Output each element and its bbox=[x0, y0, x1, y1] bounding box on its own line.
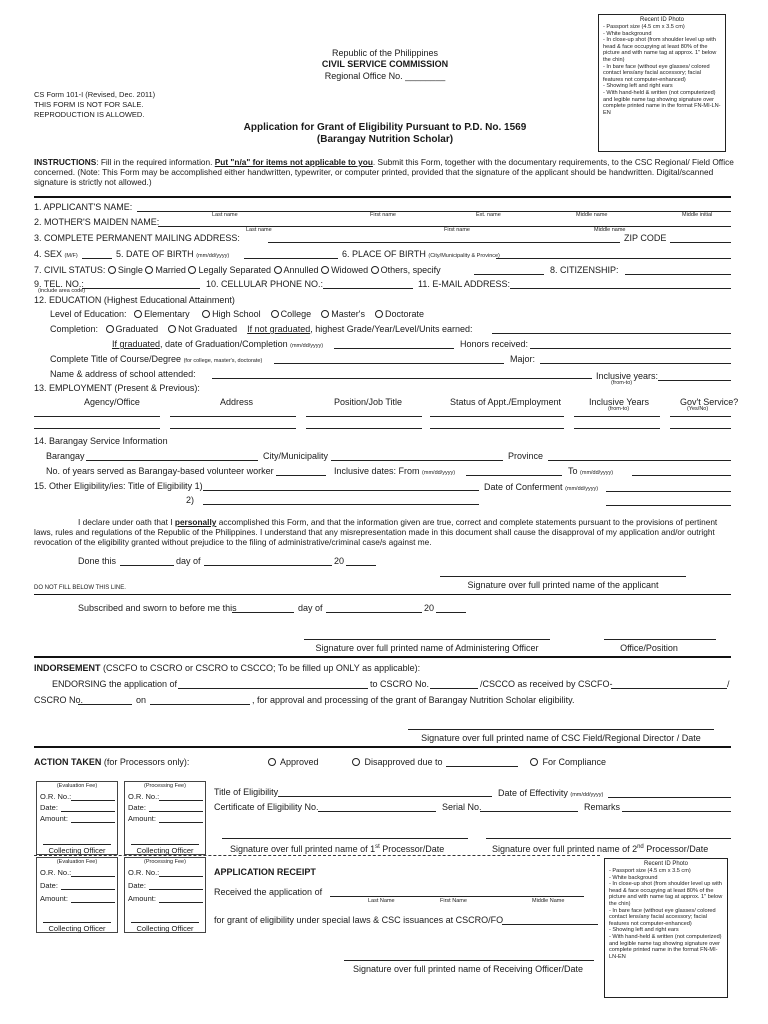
course-hint: (for college, master's, doctorate) bbox=[183, 358, 263, 364]
employment-label: 13. EMPLOYMENT (Present & Previous): bbox=[34, 383, 200, 393]
office-position-label: Office/Position bbox=[620, 643, 678, 653]
tel-line[interactable] bbox=[82, 288, 200, 289]
email-line[interactable] bbox=[510, 288, 731, 289]
cscfo-line[interactable] bbox=[611, 688, 727, 689]
inclusive-from-hint: (mm/dd/yyyy) bbox=[422, 470, 456, 476]
proc-or-label-2: O.R. No.: bbox=[128, 868, 160, 877]
admin-signature-line[interactable] bbox=[304, 639, 550, 640]
name-part-middle: Middle name bbox=[576, 212, 608, 218]
instructions-text-2: . Submit this Form, together with the documentary requirements, to the CSC Regional/ Field Office concerned. (Note: This Form may be accomplished either handwritten, typewriter, or computer printed, provided that the signature of the applicant should be handwritten. Digital/scanned signature is strictly not allowed.) bbox=[34, 157, 734, 187]
indorsement-label: INDORSEMENT bbox=[34, 663, 101, 673]
inclusive-years-hint: (from-to) bbox=[611, 380, 633, 386]
emp-row1-agency[interactable] bbox=[34, 416, 160, 417]
eval-date-label: Date: bbox=[40, 803, 58, 812]
radio-icon bbox=[168, 325, 176, 333]
director-signature-label: Signature over full printed name of CSC Field/Regional Director / Date bbox=[421, 733, 701, 743]
dob-text: 5. DATE OF BIRTH bbox=[116, 249, 194, 259]
receipt-received-label: Received the application of bbox=[214, 887, 323, 897]
photo-box-top bbox=[598, 14, 726, 152]
photo-req-4: - In bare face (without eye glasses/ colored contact lens/any facial accessory; facial features not computer-enhanced) bbox=[603, 63, 710, 83]
approval-text: , for approval and processing of the grant of Barangay Nutrition Scholar eligibility. bbox=[252, 695, 575, 705]
units-earned-line[interactable] bbox=[492, 333, 731, 334]
emp-row1-govt[interactable] bbox=[670, 416, 731, 417]
date-effect-line[interactable] bbox=[608, 797, 731, 798]
proc-or-line[interactable] bbox=[159, 800, 203, 801]
cert-no-line[interactable] bbox=[318, 811, 436, 812]
tel-hint: (include area code) bbox=[38, 288, 86, 294]
proc-date-label-2: Date: bbox=[128, 881, 146, 890]
commission-text: CIVIL SERVICE COMMISSION bbox=[321, 59, 449, 69]
proc-amount-line-2[interactable] bbox=[159, 902, 203, 903]
course-label: Complete Title of Course/Degree bbox=[50, 354, 182, 364]
other-elig-2-line[interactable] bbox=[203, 504, 479, 505]
receipt-title: APPLICATION RECEIPT bbox=[214, 867, 316, 877]
on-date-line[interactable] bbox=[150, 704, 250, 705]
course-row bbox=[50, 354, 262, 365]
school-line[interactable] bbox=[212, 378, 592, 379]
radio-icon bbox=[271, 310, 279, 318]
eval-date-line[interactable] bbox=[61, 811, 115, 812]
date-effect-row bbox=[498, 788, 603, 799]
title-elig-line[interactable] bbox=[278, 796, 492, 797]
barangay-label: Barangay bbox=[46, 451, 85, 461]
name-part-mi: Middle initial bbox=[682, 212, 713, 218]
mothers-part-middle: Middle name bbox=[594, 227, 626, 233]
photo-req-b5: - Showing left and right ears bbox=[609, 927, 679, 934]
radio-icon bbox=[108, 266, 116, 274]
admin-signature-label: Signature over full printed name of Administering Officer bbox=[315, 643, 539, 653]
sex-line[interactable] bbox=[82, 258, 112, 259]
action-hint: (for Processors only): bbox=[103, 757, 190, 767]
school-label: Name & address of school attended: bbox=[50, 369, 196, 379]
pob-label bbox=[342, 249, 500, 260]
second-processor-line[interactable] bbox=[486, 838, 731, 839]
tel-label: 9. TEL. NO.: bbox=[34, 279, 84, 289]
level-elementary[interactable]: Elementary bbox=[134, 309, 190, 319]
radio-icon bbox=[274, 266, 282, 274]
proc-fee-box-top bbox=[124, 781, 206, 855]
emp-row2-position[interactable] bbox=[306, 428, 422, 429]
years-served-line[interactable] bbox=[276, 475, 326, 476]
second-processor-label: Signature over full printed name of 2nd Processor/Date bbox=[492, 844, 709, 854]
proc-amount-label-2: Amount: bbox=[128, 894, 156, 903]
civil-status-row bbox=[34, 265, 441, 276]
city-line[interactable] bbox=[331, 460, 503, 461]
emp-row2-govt[interactable] bbox=[670, 428, 731, 429]
conferment-label: Date of Conferment bbox=[484, 482, 563, 492]
emp-col-status: Status of Appt./Employment bbox=[450, 397, 562, 407]
receipt-office-line[interactable] bbox=[502, 924, 598, 925]
conferment-2-line[interactable] bbox=[606, 505, 731, 506]
inclusive-from-line[interactable] bbox=[466, 475, 562, 476]
oath-post: accomplished this Form, and that the information given are true, correct and complete statements pursuant to the provisions of pertinent laws, rules and regulations of the Republic of the Philippines. I understand that any misrepresentation made in this document shall cause the disapproval of my application and/or outright revocation of the eligibility granted without prejudice to the filing of administrative/criminal case/s against me. bbox=[34, 517, 718, 547]
citizenship-line[interactable] bbox=[625, 274, 731, 275]
photo-req-5: - Showing left and right ears bbox=[603, 83, 673, 90]
eval-amount-label-2: Amount: bbox=[40, 894, 68, 903]
if-grad-row bbox=[112, 339, 323, 350]
pob-text: 6. PLACE OF BIRTH bbox=[342, 249, 426, 259]
proc-collector-line-2[interactable] bbox=[131, 922, 199, 923]
email-label: 11. E-MAIL ADDRESS: bbox=[418, 279, 511, 289]
radio-icon bbox=[268, 758, 276, 766]
eval-collector-line[interactable] bbox=[43, 844, 111, 845]
photo-req-2: - White background bbox=[603, 30, 652, 37]
emp-col-govt-hint: (Yes/No) bbox=[687, 406, 709, 412]
proc-fee-title-2: (Processing Fee) bbox=[144, 859, 186, 865]
name-part-last: Last name bbox=[212, 212, 238, 218]
cell-label: 10. CELLULAR PHONE NO.: bbox=[206, 279, 324, 289]
photo-req-1: - Passport size (4.5 cm x 3.5 cm) bbox=[603, 24, 685, 30]
major-label: Major: bbox=[510, 354, 536, 364]
radio-icon bbox=[321, 266, 329, 274]
eval-amount-line[interactable] bbox=[71, 822, 115, 823]
subscribed-day-of: day of bbox=[298, 603, 323, 613]
proc-collector-line[interactable] bbox=[131, 844, 199, 845]
if-not-grad-label: If not graduated bbox=[247, 324, 311, 334]
done-month-line[interactable] bbox=[204, 565, 332, 566]
course-line[interactable] bbox=[274, 363, 504, 364]
indorsement-desc: (CSCFO to CSCRO or CSCRO to CSCCO; To be filled up ONLY as applicable): bbox=[103, 663, 421, 673]
eval-date-line-2[interactable] bbox=[61, 889, 115, 890]
emp-row2-agency[interactable] bbox=[34, 428, 160, 429]
inclusive-to-line[interactable] bbox=[632, 475, 731, 476]
action-label: ACTION TAKEN bbox=[34, 757, 102, 767]
eval-or-label: O.R. No.: bbox=[40, 792, 72, 801]
years-served-label: No. of years served as Barangay-based volunteer worker bbox=[46, 466, 274, 476]
eval-or-label-2: O.R. No.: bbox=[40, 868, 72, 877]
emp-row2-years[interactable] bbox=[574, 428, 660, 429]
receipt-name-line[interactable] bbox=[330, 896, 584, 897]
instructions-block bbox=[34, 157, 734, 187]
date-effect-hint: (mm/dd/yyyy) bbox=[570, 792, 604, 798]
emp-col-agency: Agency/Office bbox=[84, 397, 140, 407]
emp-row1-address[interactable] bbox=[170, 416, 296, 417]
inclusive-dates-row bbox=[334, 466, 455, 477]
proc-date-line[interactable] bbox=[149, 811, 203, 812]
if-not-grad-rest: , highest Grade/Year/Level/Units earned: bbox=[310, 324, 473, 334]
major-line[interactable] bbox=[540, 363, 731, 364]
receipt-last-name: Last Name bbox=[368, 898, 395, 904]
republic-text: Republic of the Philippines bbox=[331, 48, 439, 58]
day-of-label: day of bbox=[176, 556, 201, 566]
divider-top bbox=[34, 196, 731, 198]
dob-label bbox=[116, 249, 229, 260]
cscro-no-line[interactable] bbox=[78, 704, 132, 705]
remarks-line[interactable] bbox=[622, 811, 731, 812]
if-grad-rest: , date of Graduation/Completion bbox=[160, 339, 288, 349]
instructions-label: INSTRUCTIONS bbox=[34, 157, 97, 167]
honors-label: Honors received: bbox=[460, 339, 529, 349]
proc-date-line-2[interactable] bbox=[149, 889, 203, 890]
subscribed-year-line[interactable] bbox=[436, 612, 466, 613]
eval-collecting-officer: Collecting Officer bbox=[48, 846, 106, 855]
applicant-name-label: 1. APPLICANT'S NAME: bbox=[34, 202, 133, 212]
province-line[interactable] bbox=[548, 460, 731, 461]
radio-icon bbox=[188, 266, 196, 274]
oath-emph: personally bbox=[174, 517, 217, 527]
eval-or-line[interactable] bbox=[71, 800, 115, 801]
pob-line[interactable] bbox=[496, 258, 731, 259]
conferment-row bbox=[484, 482, 598, 493]
education-label: 12. EDUCATION (Highest Educational Attainment) bbox=[34, 295, 235, 305]
level-masters[interactable]: Master's bbox=[321, 309, 365, 319]
civil-single[interactable]: Single bbox=[108, 265, 143, 275]
if-grad-label: If graduated bbox=[112, 339, 161, 349]
eval-collector-line-2[interactable] bbox=[43, 922, 111, 923]
photo-req-3: - In close-up shot (from shoulder level up with head & face occupying at least 80% of the picture and with name tag at approx. 1" below the chin) bbox=[603, 37, 717, 63]
action-divider bbox=[34, 746, 731, 748]
civil-status-label: 7. CIVIL STATUS: bbox=[34, 265, 106, 275]
eval-fee-title: (Evaluation Fee) bbox=[56, 783, 98, 789]
photo-req-b4: - In bare face (without eye glasses/ colored contact lens/any facial accessory; facial features not computer-enhanced) bbox=[609, 907, 716, 927]
inclusive-to-row bbox=[568, 466, 613, 477]
other-elig-label: 15. Other Eligibility/ies: Title of Eligibility 1) bbox=[34, 481, 203, 491]
radio-icon bbox=[202, 310, 210, 318]
action-disapproved[interactable]: Disapproved due to bbox=[352, 757, 443, 768]
oath-paragraph bbox=[34, 517, 731, 547]
done-year-line[interactable] bbox=[346, 565, 376, 566]
emp-col-years: Inclusive Years bbox=[589, 397, 650, 407]
action-approved[interactable]: Approved bbox=[268, 757, 319, 768]
province-label: Province bbox=[508, 451, 544, 461]
proc-or-line-2[interactable] bbox=[159, 876, 203, 877]
civil-annulled[interactable]: Annulled bbox=[274, 265, 319, 275]
radio-icon bbox=[352, 758, 360, 766]
emp-row2-status[interactable] bbox=[430, 428, 564, 429]
mothers-part-first: First name bbox=[444, 227, 470, 233]
subscribed-year-label: 20 bbox=[424, 603, 435, 613]
address-line[interactable] bbox=[268, 242, 620, 243]
citizenship-label: 8. CITIZENSHIP: bbox=[550, 265, 619, 275]
other-elig-2-label: 2) bbox=[186, 495, 195, 505]
inclusive-to-hint: (mm/dd/yyyy) bbox=[580, 470, 614, 476]
proc-fee-box-bottom bbox=[124, 857, 206, 933]
level-doctorate[interactable]: Doctorate bbox=[375, 309, 424, 319]
done-this-label: Done this bbox=[78, 556, 117, 566]
date-effect-label: Date of Effectivity bbox=[498, 788, 568, 798]
to-cscro-line[interactable] bbox=[430, 688, 478, 689]
proc-amount-label: Amount: bbox=[128, 814, 156, 823]
eval-fee-box-bottom bbox=[36, 857, 118, 933]
cert-no-label: Certificate of Eligibility No. bbox=[214, 802, 319, 812]
serial-line[interactable] bbox=[480, 811, 578, 812]
receipt-for-grant: for grant of eligibility under special laws & CSC issuances at CSCRO/FO bbox=[214, 915, 504, 925]
civil-married[interactable]: Married bbox=[145, 265, 186, 275]
instructions-emph: Put "n/a" for items not applicable to you bbox=[214, 157, 373, 167]
if-grad-hint: (mm/dd/yyyy) bbox=[290, 343, 324, 349]
city-label: City/Municipality bbox=[263, 451, 329, 461]
completion-row bbox=[50, 324, 473, 335]
civil-others-line[interactable] bbox=[474, 274, 544, 275]
name-part-ext: Ext. name bbox=[476, 212, 501, 218]
instructions-text-1: : Fill in the required information. bbox=[96, 157, 213, 167]
pob-hint: (City/Municipality & Province) bbox=[428, 253, 500, 259]
done-year-label: 20 bbox=[334, 556, 345, 566]
dob-hint: (mm/dd/yyyy) bbox=[196, 253, 230, 259]
do-not-fill-label: DO NOT FILL BELOW THIS LINE. bbox=[34, 585, 126, 591]
done-day-line[interactable] bbox=[120, 565, 174, 566]
office-position-line[interactable] bbox=[604, 639, 716, 640]
not-for-sale: THIS FORM IS NOT FOR SALE. bbox=[34, 100, 144, 109]
photo-req-b2: - White background bbox=[609, 874, 658, 881]
receiving-officer-label: Signature over full printed name of Receiving Officer/Date bbox=[353, 964, 583, 974]
inclusive-years-label: Inclusive years: bbox=[596, 371, 659, 381]
barangay-line[interactable] bbox=[86, 460, 258, 461]
level-row bbox=[50, 309, 424, 320]
conferment-hint: (mm/dd/yyyy) bbox=[565, 486, 599, 492]
completion-not-graduated[interactable]: Not Graduated bbox=[168, 324, 237, 334]
subscribed-month-line[interactable] bbox=[326, 612, 422, 613]
regional-office-text: Regional Office No. ________ bbox=[324, 71, 446, 81]
cell-line[interactable] bbox=[323, 288, 413, 289]
radio-icon bbox=[321, 310, 329, 318]
emp-col-address: Address bbox=[220, 397, 254, 407]
cut-line bbox=[34, 855, 600, 856]
sex-text: 4. SEX bbox=[34, 249, 63, 259]
eval-collecting-officer-2: Collecting Officer bbox=[48, 924, 106, 933]
action-title-row bbox=[34, 757, 189, 768]
indorsement-title-row bbox=[34, 663, 420, 674]
reproduction-allowed: REPRODUCTION IS ALLOWED. bbox=[34, 110, 145, 119]
disapproved-reason-line[interactable] bbox=[446, 766, 518, 767]
on-label: on bbox=[136, 695, 147, 705]
emp-col-years-hint: (from-to) bbox=[608, 406, 630, 412]
zip-code-line[interactable] bbox=[670, 242, 731, 243]
cscco-label: /CSCCO as received by CSCFO- bbox=[480, 679, 613, 689]
proc-fee-title: (Processing Fee) bbox=[144, 783, 186, 789]
form-subtitle: (Barangay Nutrition Scholar) bbox=[316, 134, 454, 145]
completion-label: Completion: bbox=[50, 324, 99, 334]
form-number: CS Form 101-I (Revised, Dec. 2011) bbox=[34, 90, 156, 99]
sex-label bbox=[34, 249, 78, 260]
emp-row1-years[interactable] bbox=[574, 416, 660, 417]
first-processor-line[interactable] bbox=[222, 838, 468, 839]
photo-box-title: Recent ID Photo bbox=[639, 17, 685, 23]
level-label: Level of Education: bbox=[50, 309, 127, 319]
oath-pre: I declare under oath that I bbox=[78, 517, 173, 527]
mothers-part-last: Last name bbox=[246, 227, 272, 233]
subscribed-day-line[interactable] bbox=[232, 612, 294, 613]
eval-fee-box-top bbox=[36, 781, 118, 855]
grad-date-line[interactable] bbox=[334, 348, 454, 349]
photo-req-b1: - Passport size (4.5 cm x 3.5 cm) bbox=[609, 868, 691, 874]
level-college[interactable]: College bbox=[271, 309, 312, 319]
photo-box-bottom bbox=[604, 858, 728, 998]
remarks-label: Remarks bbox=[584, 802, 621, 812]
honors-line[interactable] bbox=[530, 348, 731, 349]
eval-date-label-2: Date: bbox=[40, 881, 58, 890]
serial-label: Serial No. bbox=[442, 802, 482, 812]
applicant-signature-line[interactable] bbox=[440, 576, 686, 577]
radio-icon bbox=[106, 325, 114, 333]
subscribed-label: Subscribed and sworn to before me this bbox=[78, 603, 237, 613]
photo-req-b6: - With hand-held & written (not computerized) and legible name tag showing signature over complete printed name in the format FN-MI-LN-EN bbox=[609, 933, 722, 960]
cscfo-slash: / bbox=[727, 679, 730, 689]
first-processor-label: Signature over full printed name of 1st Processor/Date bbox=[230, 844, 445, 854]
endorsing-label: ENDORSING the application of bbox=[52, 679, 178, 689]
radio-icon bbox=[134, 310, 142, 318]
mothers-maiden-label: 2. MOTHER'S MAIDEN NAME: bbox=[34, 217, 160, 227]
to-cscro-label: to CSCRO No. bbox=[370, 679, 430, 689]
radio-icon bbox=[530, 758, 538, 766]
civil-separated[interactable]: Legally Separated bbox=[188, 265, 271, 275]
eval-amount-label: Amount: bbox=[40, 814, 68, 823]
level-highschool[interactable]: High School bbox=[202, 309, 261, 319]
emp-row2-address[interactable] bbox=[170, 428, 296, 429]
sex-hint: (M/F) bbox=[64, 253, 78, 259]
photo-box-title-2: Recent ID Photo bbox=[643, 861, 689, 867]
do-not-fill-divider bbox=[34, 594, 731, 595]
proc-date-label: Date: bbox=[128, 803, 146, 812]
title-elig-label: Title of Eligibility bbox=[214, 787, 279, 797]
zip-code-label: ZIP CODE bbox=[624, 233, 667, 243]
eval-fee-title-2: (Evaluation Fee) bbox=[56, 859, 98, 865]
radio-icon bbox=[145, 266, 153, 274]
proc-amount-line[interactable] bbox=[159, 822, 203, 823]
endorsing-name-line[interactable] bbox=[178, 688, 368, 689]
radio-icon bbox=[371, 266, 379, 274]
photo-req-b3: - In close-up shot (from shoulder level up with head & face occupying at least 80% of the picture and with name tag at approx. 1" below the chin) bbox=[609, 881, 723, 907]
address-label: 3. COMPLETE PERMANENT MAILING ADDRESS: bbox=[34, 233, 240, 243]
applicant-signature-label: Signature over full printed name of the applicant bbox=[467, 580, 659, 590]
completion-graduated[interactable]: Graduated bbox=[106, 324, 159, 334]
inclusive-to-label: To bbox=[568, 466, 578, 476]
photo-req-6: - With hand-held & written (not computerized) and legible name tag showing signature over complete printed name in the format FN-MI-LN-EN bbox=[603, 89, 721, 116]
eval-amount-line-2[interactable] bbox=[71, 902, 115, 903]
emp-col-position: Position/Job Title bbox=[334, 397, 403, 407]
action-compliance[interactable]: For Compliance bbox=[530, 757, 606, 768]
civil-widowed[interactable]: Widowed bbox=[321, 265, 368, 275]
receipt-first-name: First Name bbox=[440, 898, 467, 904]
emp-col-govt: Gov't Service? bbox=[680, 397, 739, 407]
civil-others[interactable]: Others, specify bbox=[371, 265, 441, 275]
cscro-no-label: CSCRO No. bbox=[34, 695, 84, 705]
proc-collecting-officer: Collecting Officer bbox=[136, 846, 194, 855]
form-title: Application for Grant of Eligibility Pursuant to P.D. No. 1569 bbox=[243, 122, 527, 133]
eval-or-line-2[interactable] bbox=[71, 876, 115, 877]
inclusive-dates-label: Inclusive dates: From bbox=[334, 466, 420, 476]
barangay-service-label: 14. Barangay Service Information bbox=[34, 436, 168, 446]
proc-or-label: O.R. No.: bbox=[128, 792, 160, 801]
name-part-first: First name bbox=[370, 212, 396, 218]
director-signature-line[interactable] bbox=[408, 729, 714, 730]
conferment-1-line[interactable] bbox=[606, 491, 731, 492]
dob-line[interactable] bbox=[244, 258, 338, 259]
emp-row1-status[interactable] bbox=[430, 416, 564, 417]
receiving-officer-line[interactable] bbox=[344, 960, 594, 961]
emp-row1-position[interactable] bbox=[306, 416, 422, 417]
inclusive-years-line[interactable] bbox=[658, 380, 731, 381]
radio-icon bbox=[375, 310, 383, 318]
other-elig-1-line[interactable] bbox=[203, 490, 479, 491]
receipt-middle-name: Middle Name bbox=[532, 898, 565, 904]
indorsement-divider bbox=[34, 656, 731, 658]
proc-collecting-officer-2: Collecting Officer bbox=[136, 924, 194, 933]
